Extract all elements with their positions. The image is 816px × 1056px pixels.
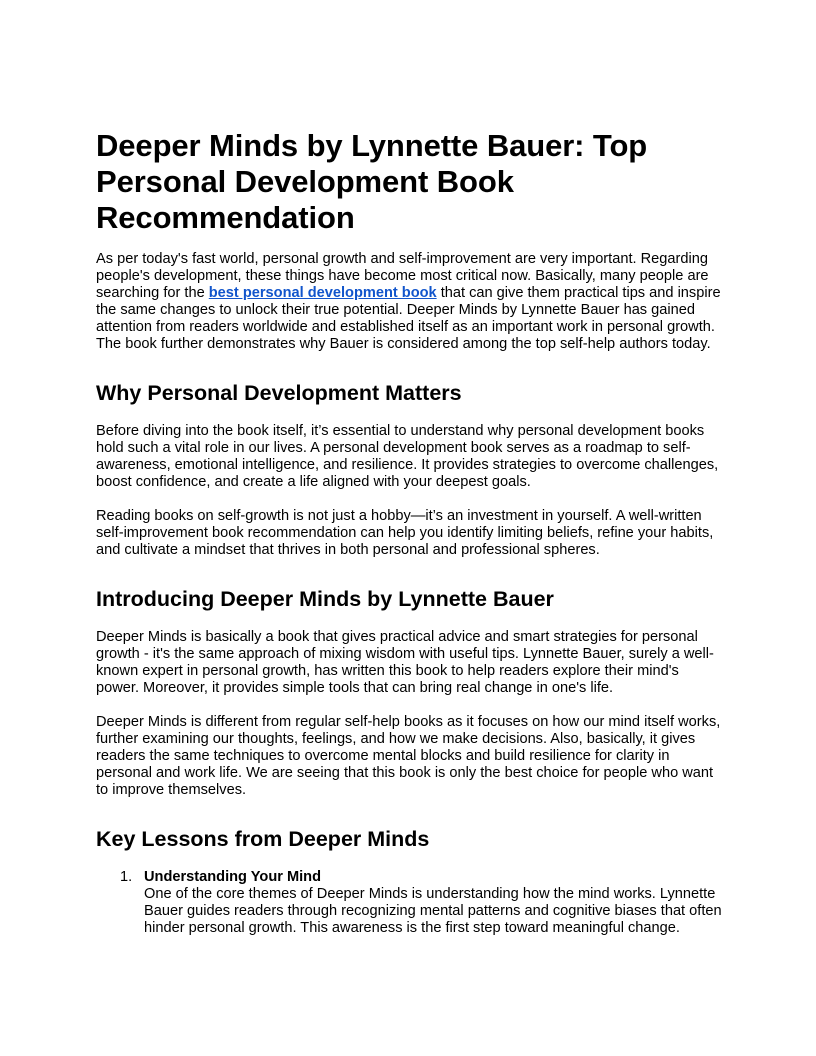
section-heading-why-personal-development: Why Personal Development Matters [96, 381, 462, 405]
list-item-title: Understanding Your Mind [144, 869, 322, 885]
list-item [96, 869, 724, 937]
section-paragraph: Deeper Minds is different from regular self-help books as it focuses on how our mind itself works, further examining our thoughts, feelings, and how we make decisions. Also, basically, it gives readers the same techniques to overcome mental blocks and build resilience for clarity in personal and work life. We are seeing that this book is only the best choice for people who want to improve themselves. [96, 714, 721, 798]
section-paragraph: Reading books on self-growth is not just a hobby—it’s an investment in yourself. A well-written self-improvement book recommendation can help you identify limiting beliefs, refine your habits, and cultivate a mindset that thrives in both personal and professional spheres. [96, 508, 714, 558]
section-heading-key-lessons: Key Lessons from Deeper Minds [96, 827, 430, 851]
section-heading-introducing-deeper-minds: Introducing Deeper Minds by Lynnette Bauer [96, 587, 554, 611]
article-title: Deeper Minds by Lynnette Bauer: Top Personal Development Book Recommendation [96, 128, 648, 235]
best-personal-development-book-link[interactable]: best personal development book [208, 285, 437, 301]
intro-text-before-link: As per today's fast world, personal growth and self-improvement are very important. Regarding people's development, these things have become most critical now. Basically, many people are searching for the [96, 251, 709, 301]
intro-paragraph [96, 251, 724, 353]
list-item-body: One of the core themes of Deeper Minds is understanding how the mind works. Lynnette Bauer guides readers through recognizing mental patterns and cognitive biases that often hinder personal growth. This awareness is the first step toward meaningful change. [144, 886, 722, 936]
key-lessons-list [96, 869, 724, 937]
section-paragraph: Deeper Minds is basically a book that gives practical advice and smart strategies for personal growth - it's the same approach of mixing wisdom with useful tips. Lynnette Bauer, surely a well-known expert in personal growth, has written this book to help readers explore their mind's power. Moreover, it provides simple tools that can bring real change in one's life. [96, 629, 714, 696]
section-paragraph: Before diving into the book itself, it’s essential to understand why personal development books hold such a vital role in our lives. A personal development book serves as a roadmap to self-awareness, emotional intelligence, and resilience. It provides strategies to overcome challenges, boost confidence, and create a life aligned with your deepest goals. [96, 423, 719, 490]
intro-text-after-link: that can give them practical tips and inspire the same changes to unlock their true potential. Deeper Minds by Lynnette Bauer has gained attention from readers worldwide and established itself as an important work in personal growth. The book further demonstrates why Bauer is considered among the top self-help authors today. [96, 285, 721, 352]
document-page [96, 128, 724, 937]
list-item-number: 1. [120, 869, 133, 885]
